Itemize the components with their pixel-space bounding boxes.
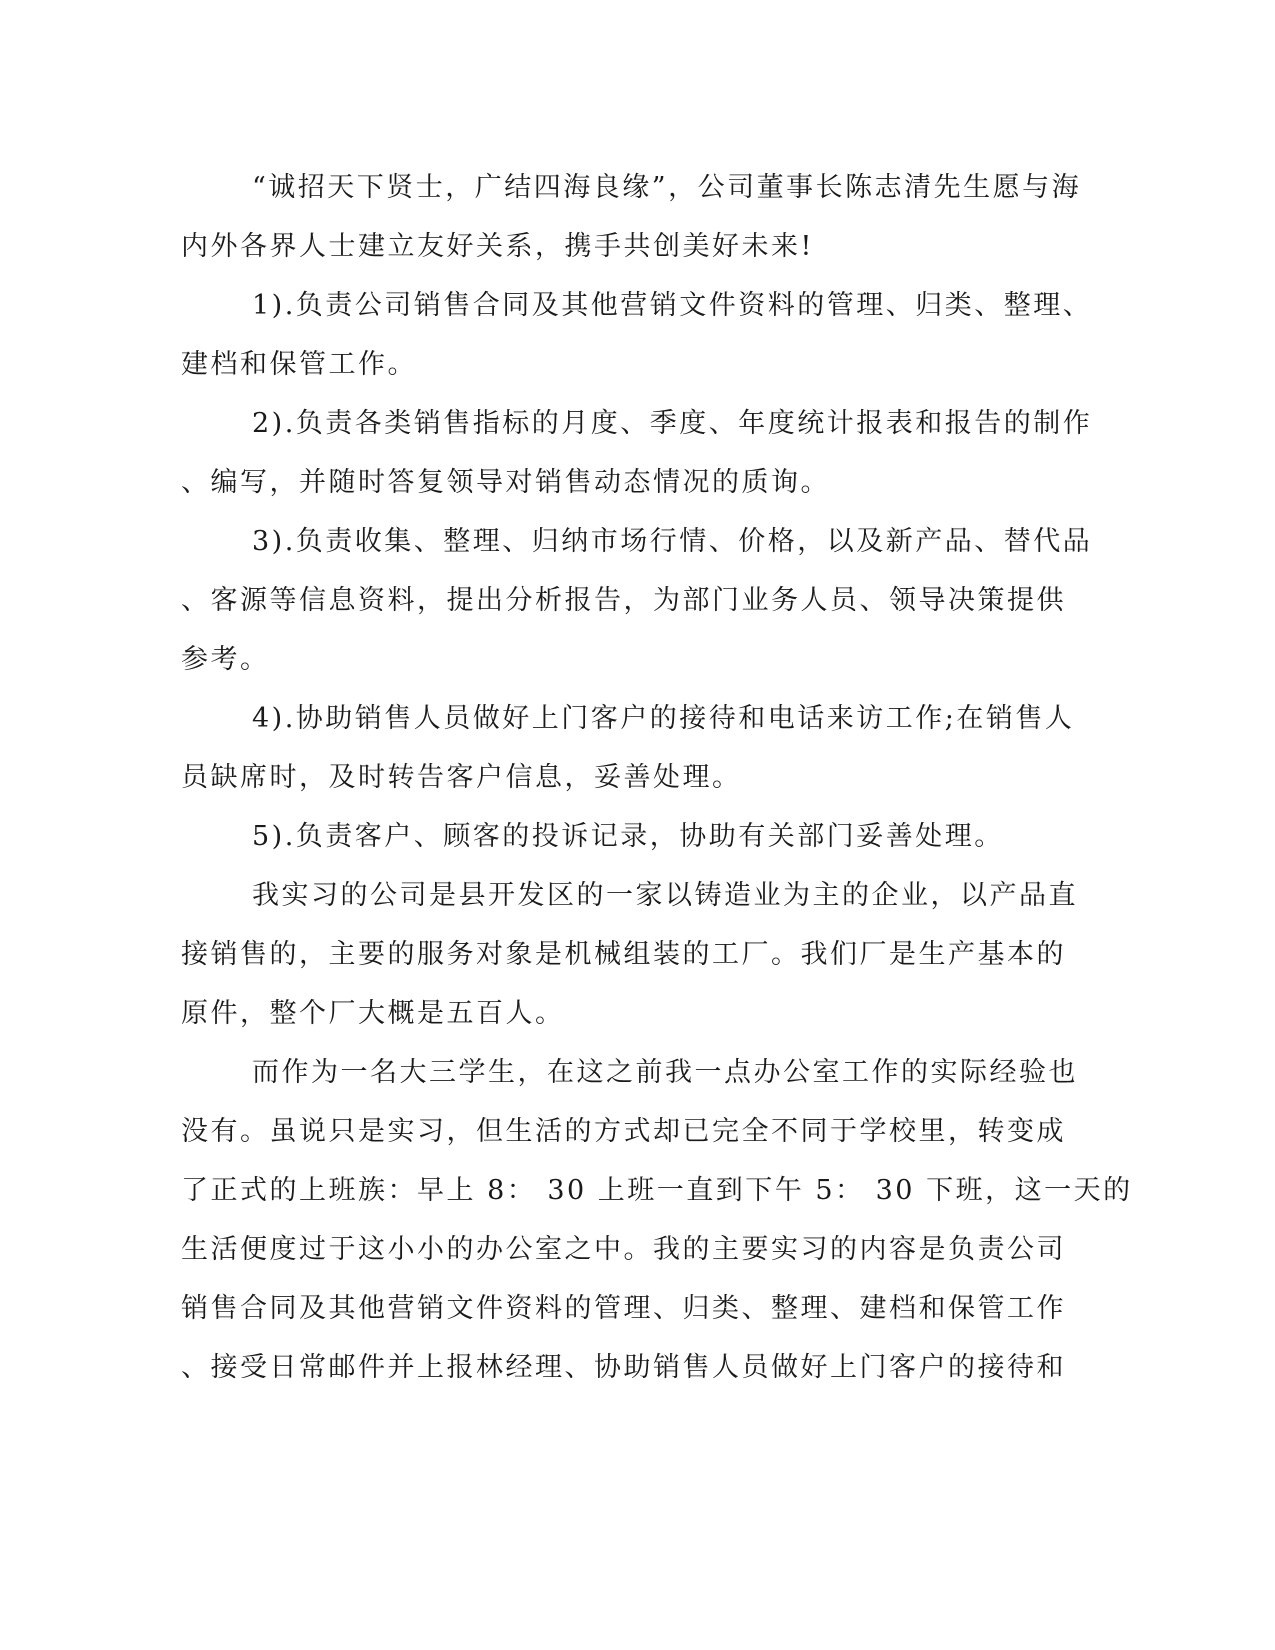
paragraph-line: 、客源等信息资料，提出分析报告，为部门业务人员、领导决策提供 (181, 585, 1066, 616)
paragraph-line: 、接受日常邮件并上报林经理、协助销售人员做好上门客户的接待和 (181, 1352, 1066, 1383)
paragraph-duty-1 (181, 276, 1093, 394)
paragraph-duty-5 (181, 807, 1026, 866)
paragraph-internship-experience (181, 1043, 1133, 1397)
paragraph-line: 而作为一名大三学生，在这之前我一点办公室工作的实际经验也 (252, 1057, 1078, 1088)
paragraph-line: 接销售的，主要的服务对象是机械组装的工厂。我们厂是生产基本的 (181, 939, 1066, 970)
paragraph-line: 4).协助销售人员做好上门客户的接待和电话来访工作;在销售人 (252, 703, 1075, 734)
paragraph-duty-2 (181, 394, 1093, 512)
paragraph-line: 没有。虽说只是实习，但生活的方式却已完全不同于学校里，转变成 (181, 1116, 1066, 1147)
paragraph-line: 了正式的上班族：早上 8： 30 上班一直到下午 5： 30 下班，这一天的 (181, 1175, 1133, 1206)
document-body (181, 158, 1133, 1397)
paragraph-line: 销售合同及其他营销文件资料的管理、归类、整理、建档和保管工作 (181, 1293, 1066, 1324)
paragraph-line: 2).负责各类销售指标的月度、季度、年度统计报表和报告的制作 (252, 408, 1093, 439)
paragraph-line: 3).负责收集、整理、归纳市场行情、价格，以及新产品、替代品 (252, 526, 1093, 557)
paragraph-company-intro (181, 866, 1078, 1043)
paragraph-mission (181, 158, 1082, 276)
paragraph-line: 建档和保管工作。 (181, 349, 417, 380)
paragraph-duty-3 (181, 512, 1093, 689)
paragraph-line: 、编写，并随时答复领导对销售动态情况的质询。 (181, 467, 830, 498)
paragraph-line: 1).负责公司销售合同及其他营销文件资料的管理、归类、整理、 (252, 290, 1093, 321)
paragraph-line: 参考。 (181, 644, 270, 675)
paragraph-line: 生活便度过于这小小的办公室之中。我的主要实习的内容是负责公司 (181, 1234, 1066, 1265)
paragraph-line: 原件，整个厂大概是五百人。 (181, 998, 565, 1029)
paragraph-line: 5).负责客户、顾客的投诉记录，协助有关部门妥善处理。 (252, 821, 1004, 852)
paragraph-line: 我实习的公司是县开发区的一家以铸造业为主的企业，以产品直 (252, 880, 1078, 911)
paragraph-duty-4 (181, 689, 1075, 807)
paragraph-line: 内外各界人士建立友好关系，携手共创美好未来! (181, 231, 814, 262)
paragraph-line: “诚招天下贤士，广结四海良缘”，公司董事长陈志清先生愿与海 (252, 172, 1082, 203)
paragraph-line: 员缺席时，及时转告客户信息，妥善处理。 (181, 762, 742, 793)
